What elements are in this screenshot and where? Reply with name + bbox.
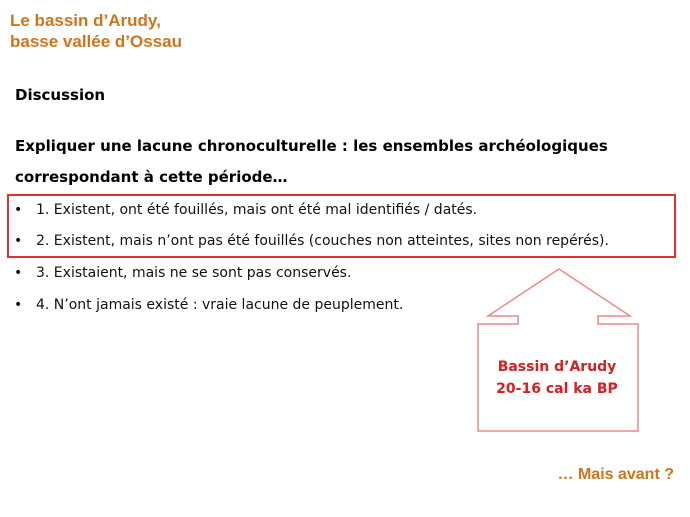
callout-line-2: 20-16 cal ka BP: [496, 381, 618, 397]
question-line-1: Expliquer une lacune chronoculturelle : les ensembles archéologiques: [15, 137, 608, 155]
bullet-dot: •: [14, 202, 23, 218]
slide-title-line-1: Le bassin d’Arudy,: [10, 11, 161, 30]
up-arrow-callout-icon: [470, 266, 650, 436]
bullet-text: 1. Existent, ont été fouillés, mais ont été mal identifiés / datés.: [36, 202, 478, 218]
footer-note: … Mais avant ?: [557, 466, 674, 483]
bullet-dot: •: [14, 297, 23, 313]
slide-title-line-2: basse vallée d’Ossau: [10, 32, 182, 51]
bullet-dot: •: [14, 233, 23, 249]
bullet-text: 2. Existent, mais n’ont pas été fouillés (couches non atteintes, sites non repérés).: [36, 233, 609, 249]
callout-line-1: Bassin d’Arudy: [497, 359, 617, 375]
bullet-dot: •: [14, 265, 23, 281]
slide-title: [10, 10, 182, 52]
bullet-item-4: [14, 297, 403, 313]
bullet-text: 3. Existaient, mais ne se sont pas conservés.: [36, 265, 352, 281]
callout-label: [478, 356, 636, 400]
bullet-item-1: [14, 202, 477, 218]
section-heading: Discussion: [15, 86, 106, 104]
question-line-2: correspondant à cette période…: [15, 168, 288, 186]
bullet-item-3: [14, 265, 351, 281]
bullet-item-2: [14, 233, 609, 249]
bullet-text: 4. N’ont jamais existé : vraie lacune de peuplement.: [36, 297, 404, 313]
